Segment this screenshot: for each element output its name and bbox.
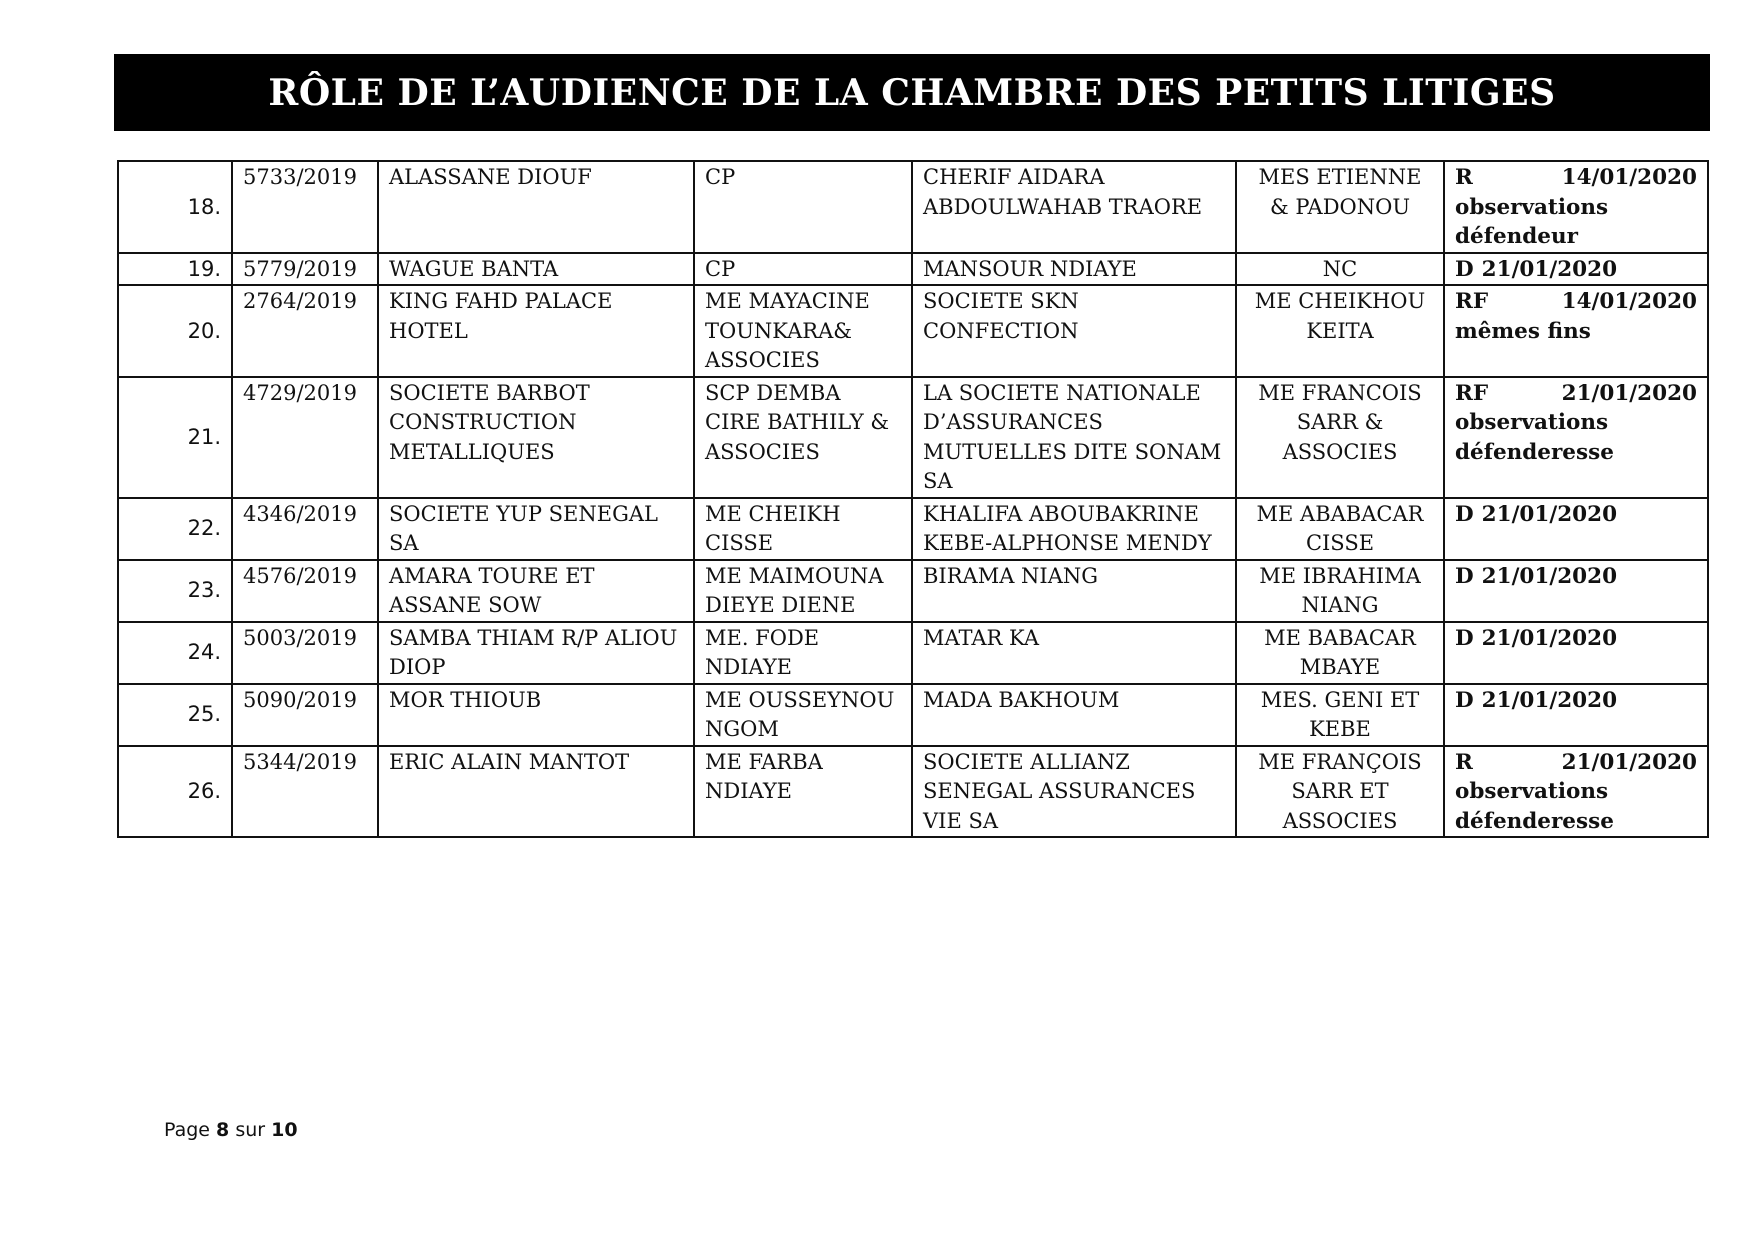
defendant-counsel: MES ETIENNE & PADONOU (1236, 161, 1444, 253)
decision-date: 21/01/2020 (1561, 749, 1697, 775)
decision-code: D (1455, 687, 1474, 713)
case-number: 5344/2019 (232, 746, 378, 838)
row-number: 24. (118, 622, 232, 684)
case-number: 2764/2019 (232, 285, 378, 377)
decision-code: D (1455, 256, 1474, 282)
decision-date: 21/01/2020 (1481, 625, 1618, 651)
defendant: SOCIETE SKN CONFECTION (912, 285, 1236, 377)
plaintiff-counsel: ME. FODE NDIAYE (694, 622, 912, 684)
row-number: 25. (118, 684, 232, 746)
decision-code: D (1455, 501, 1474, 527)
plaintiff-counsel: CP (694, 253, 912, 286)
hearing-roll-table (117, 160, 1709, 838)
decision-date: 14/01/2020 (1561, 289, 1697, 314)
row-number: 19. (118, 253, 232, 286)
title-banner (114, 54, 1710, 131)
plaintiff: WAGUE BANTA (378, 253, 694, 286)
decision-note: observations défenderesse (1455, 410, 1614, 465)
plaintiff: ALASSANE DIOUF (378, 161, 694, 253)
plaintiff: AMARA TOURE ET ASSANE SOW (378, 560, 694, 622)
table-row (118, 560, 1708, 622)
defendant-counsel: MES. GENI ET KEBE (1236, 684, 1444, 746)
page-word: Page (164, 1119, 210, 1141)
defendant-counsel: ME CHEIKHOU KEITA (1236, 285, 1444, 377)
table-row (118, 684, 1708, 746)
decision-date: 21/01/2020 (1481, 256, 1618, 282)
row-number: 23. (118, 560, 232, 622)
case-number: 4729/2019 (232, 377, 378, 498)
defendant: KHALIFA ABOUBAKRINE KEBE-ALPHONSE MENDY (912, 498, 1236, 560)
row-number: 21. (118, 377, 232, 498)
plaintiff: ERIC ALAIN MANTOT (378, 746, 694, 838)
defendant-counsel: ME ABABACAR CISSE (1236, 498, 1444, 560)
decision-note: observations défendeur (1455, 194, 1609, 249)
plaintiff-counsel: ME MAYACINE TOUNKARA& ASSOCIES (694, 285, 912, 377)
page-footer (164, 1119, 298, 1141)
table-row (118, 498, 1708, 560)
decision (1444, 161, 1708, 253)
decision (1444, 285, 1708, 377)
plaintiff: SOCIETE BARBOT CONSTRUCTION METALLIQUES (378, 377, 694, 498)
plaintiff-counsel: ME CHEIKH CISSE (694, 498, 912, 560)
case-number: 5779/2019 (232, 253, 378, 286)
defendant: CHERIF AIDARA ABDOULWAHAB TRAORE (912, 161, 1236, 253)
decision-code: D (1455, 625, 1474, 651)
page-sep: sur (235, 1119, 266, 1141)
table-row (118, 285, 1708, 377)
plaintiff-counsel: ME MAIMOUNA DIEYE DIENE (694, 560, 912, 622)
plaintiff: SAMBA THIAM R/P ALIOU DIOP (378, 622, 694, 684)
decision (1444, 253, 1708, 286)
decision (1444, 684, 1708, 746)
table-body (118, 161, 1708, 837)
decision-date: 21/01/2020 (1481, 501, 1618, 527)
defendant: MANSOUR NDIAYE (912, 253, 1236, 286)
plaintiff-counsel: CP (694, 161, 912, 253)
decision-date: 21/01/2020 (1481, 563, 1618, 589)
plaintiff: KING FAHD PALACE HOTEL (378, 285, 694, 377)
defendant-counsel: ME IBRAHIMA NIANG (1236, 560, 1444, 622)
case-number: 4576/2019 (232, 560, 378, 622)
decision-code: D (1455, 563, 1474, 589)
decision-code: RF (1455, 289, 1489, 314)
decision-code: R (1455, 749, 1473, 775)
plaintiff-counsel: ME OUSSEYNOU NGOM (694, 684, 912, 746)
plaintiff: MOR THIOUB (378, 684, 694, 746)
decision (1444, 622, 1708, 684)
table-row (118, 253, 1708, 286)
plaintiff-counsel: SCP DEMBA CIRE BATHILY & ASSOCIES (694, 377, 912, 498)
decision-date: 21/01/2020 (1561, 380, 1697, 406)
plaintiff: SOCIETE YUP SENEGAL SA (378, 498, 694, 560)
decision-code: R (1455, 165, 1473, 190)
case-number: 4346/2019 (232, 498, 378, 560)
decision (1444, 377, 1708, 498)
plaintiff-counsel: ME FARBA NDIAYE (694, 746, 912, 838)
page-total: 10 (271, 1119, 298, 1141)
row-number: 26. (118, 746, 232, 838)
case-number: 5733/2019 (232, 161, 378, 253)
defendant-counsel: ME FRANÇOIS SARR ET ASSOCIES (1236, 746, 1444, 838)
decision-code: RF (1455, 380, 1489, 406)
row-number: 20. (118, 285, 232, 377)
defendant: SOCIETE ALLIANZ SENEGAL ASSURANCES VIE SA (912, 746, 1236, 838)
defendant-counsel: ME BABACAR MBAYE (1236, 622, 1444, 684)
row-number: 22. (118, 498, 232, 560)
defendant: BIRAMA NIANG (912, 560, 1236, 622)
decision-note: observations défenderesse (1455, 779, 1614, 834)
table-row (118, 622, 1708, 684)
table-row (118, 746, 1708, 838)
case-number: 5090/2019 (232, 684, 378, 746)
decision-note: mêmes fins (1455, 318, 1591, 344)
decision-date: 21/01/2020 (1481, 687, 1618, 713)
row-number: 18. (118, 161, 232, 253)
defendant: MADA BAKHOUM (912, 684, 1236, 746)
decision (1444, 498, 1708, 560)
defendant-counsel: ME FRANCOIS SARR & ASSOCIES (1236, 377, 1444, 498)
decision (1444, 746, 1708, 838)
defendant: MATAR KA (912, 622, 1236, 684)
decision-date: 14/01/2020 (1561, 165, 1697, 190)
table-row (118, 161, 1708, 253)
defendant-counsel: NC (1236, 253, 1444, 286)
defendant: LA SOCIETE NATIONALE D’ASSURANCES MUTUELLES DITE SONAM SA (912, 377, 1236, 498)
page-title: RÔLE DE L’AUDIENCE DE LA CHAMBRE DES PETITS LITIGES (268, 71, 1556, 114)
page-current: 8 (216, 1119, 230, 1141)
case-number: 5003/2019 (232, 622, 378, 684)
decision (1444, 560, 1708, 622)
table-row (118, 377, 1708, 498)
